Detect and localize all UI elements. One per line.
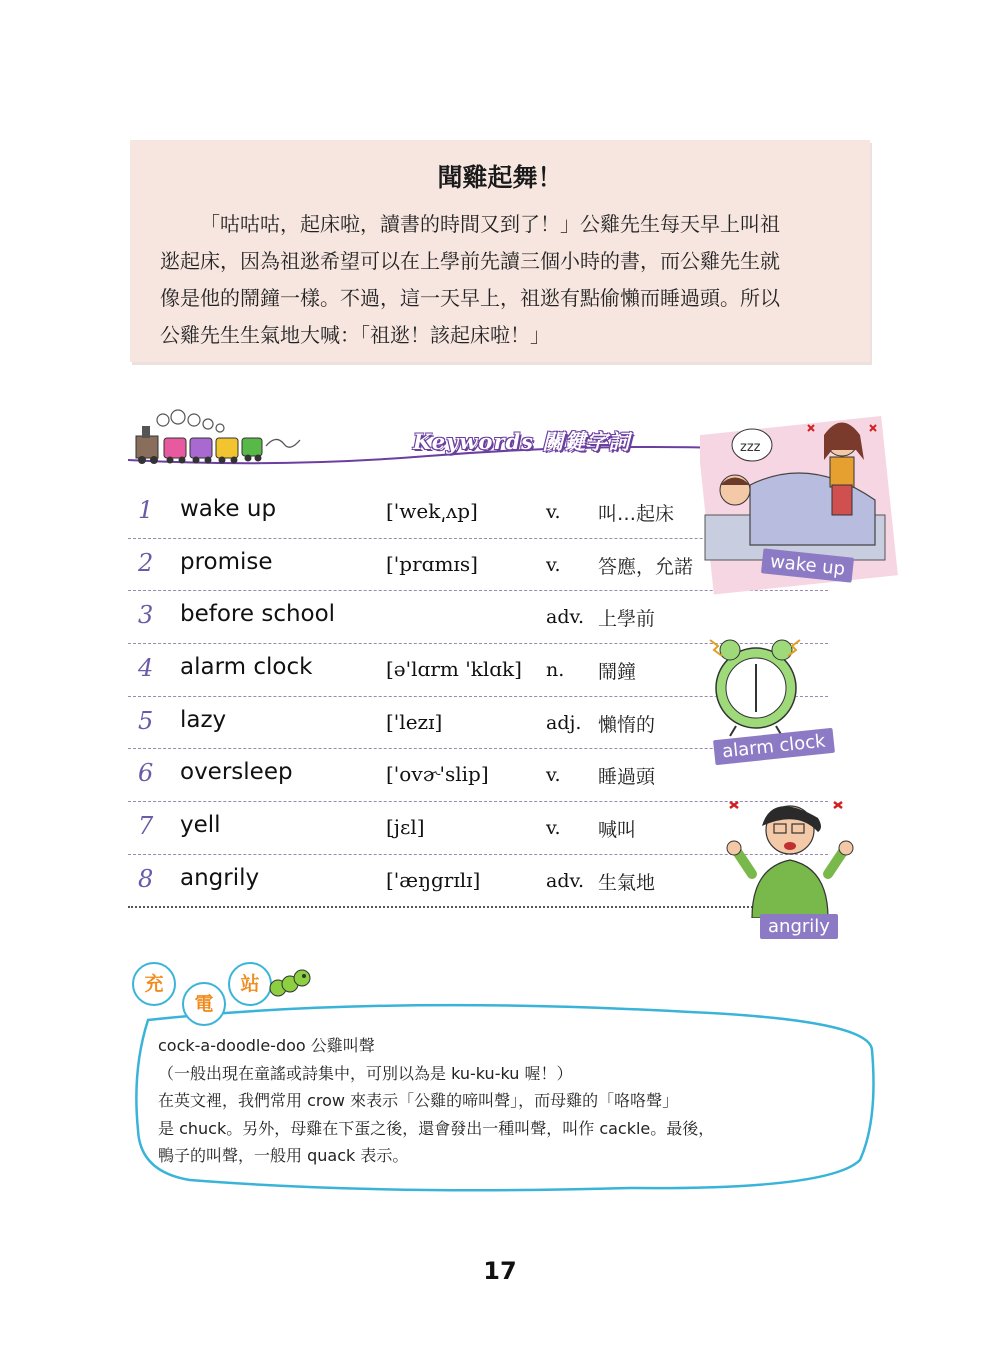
alarm-clock-illustration	[700, 620, 820, 740]
item-number: 5	[138, 706, 154, 735]
charge-line: （一般出現在童謠或詩集中，可別以為是 ku-ku-ku 喔！）	[158, 1063, 573, 1083]
item-part-of-speech: v.	[546, 764, 561, 787]
item-pronunciation: ['æŋgrɪlɪ]	[386, 867, 481, 892]
page-number: 17	[483, 1257, 517, 1285]
item-word: angrily	[180, 864, 260, 891]
story-box	[130, 140, 870, 362]
item-pronunciation: [ə'lɑrm 'klɑk]	[386, 657, 522, 682]
story-line: 逖起床，因為祖逖希望可以在上學前先讀三個小時的書，而公雞先生就	[160, 249, 780, 273]
charge-badge: 電	[182, 982, 226, 1026]
charge-badge: 充	[132, 962, 176, 1006]
charge-line: 鴨子的叫聲，一般用 quack 表示。	[158, 1146, 409, 1165]
keywords-header	[128, 408, 728, 474]
item-meaning: 鬧鐘	[598, 661, 637, 684]
item-word: lazy	[180, 706, 227, 733]
item-word: alarm clock	[180, 654, 313, 681]
item-pronunciation: ['prɑmɪs]	[386, 551, 478, 576]
item-meaning: 睡過頭	[598, 766, 656, 789]
item-number: 4	[138, 654, 154, 683]
story-line: 像是他的鬧鐘一樣。不過，這一天早上，祖逖有點偷懶而睡過頭。所以	[160, 286, 780, 310]
item-meaning: 上學前	[598, 608, 656, 631]
item-number: 1	[138, 496, 154, 524]
item-part-of-speech: adv.	[546, 869, 585, 892]
story-paragraph	[160, 206, 850, 354]
item-part-of-speech: adj.	[546, 711, 582, 734]
item-meaning: 生氣地	[598, 871, 656, 894]
item-part-of-speech: adv.	[546, 606, 585, 629]
item-pronunciation: ['ovɚ'slip]	[386, 762, 489, 787]
charge-line: 是 chuck。另外，母雞在下蛋之後，還會發出一種叫聲，叫作 cackle。最後，	[158, 1118, 715, 1138]
angrily-illustration	[722, 788, 862, 918]
wake-up-caption: wake up	[761, 548, 854, 582]
story-line: 「咕咕咕，起床啦，讀書的時間又到了！」公雞先生每天早上叫祖	[200, 212, 780, 236]
item-part-of-speech: v.	[546, 817, 561, 840]
charge-badge: 站	[228, 962, 272, 1006]
item-word: yell	[180, 812, 221, 839]
item-meaning: 懶惰的	[598, 713, 656, 736]
item-part-of-speech: v.	[546, 501, 561, 523]
item-meaning: 答應，允諾	[598, 555, 694, 578]
item-word: promise	[180, 548, 273, 575]
item-pronunciation: [jɛl]	[386, 815, 425, 840]
angrily-caption: angrily	[760, 914, 838, 939]
item-number: 3	[138, 601, 154, 630]
item-number: 2	[138, 548, 154, 577]
item-part-of-speech: n.	[546, 659, 565, 682]
item-word: wake up	[180, 496, 277, 522]
alarm-clock-caption: alarm clock	[713, 728, 835, 765]
item-meaning: 喊叫	[598, 819, 637, 842]
charge-station-text	[158, 1032, 878, 1170]
keywords-title: Keywords 關鍵字詞	[413, 429, 631, 454]
item-pronunciation: ['wek͵ʌp]	[386, 499, 478, 523]
item-word: before school	[180, 601, 336, 628]
item-number: 6	[138, 759, 154, 788]
story-title: 聞雞起舞！	[437, 163, 563, 192]
item-number: 7	[138, 812, 154, 841]
charge-line: cock-a-doodle-doo 公雞叫聲	[158, 1036, 375, 1055]
item-number: 8	[138, 864, 154, 893]
item-word: oversleep	[180, 759, 293, 786]
item-part-of-speech: v.	[546, 553, 561, 576]
story-line: 公雞先生生氣地大喊：「祖逖！該起床啦！」	[160, 323, 550, 347]
item-pronunciation: ['lezɪ]	[386, 709, 443, 734]
charge-line: 在英文裡，我們常用 crow 來表示「公雞的啼叫聲」，而母雞的「咯咯聲」	[158, 1091, 679, 1110]
svg-text:zzz: zzz	[740, 440, 761, 455]
item-meaning: 叫…起床	[598, 503, 675, 525]
caterpillar-icon	[268, 966, 312, 1002]
